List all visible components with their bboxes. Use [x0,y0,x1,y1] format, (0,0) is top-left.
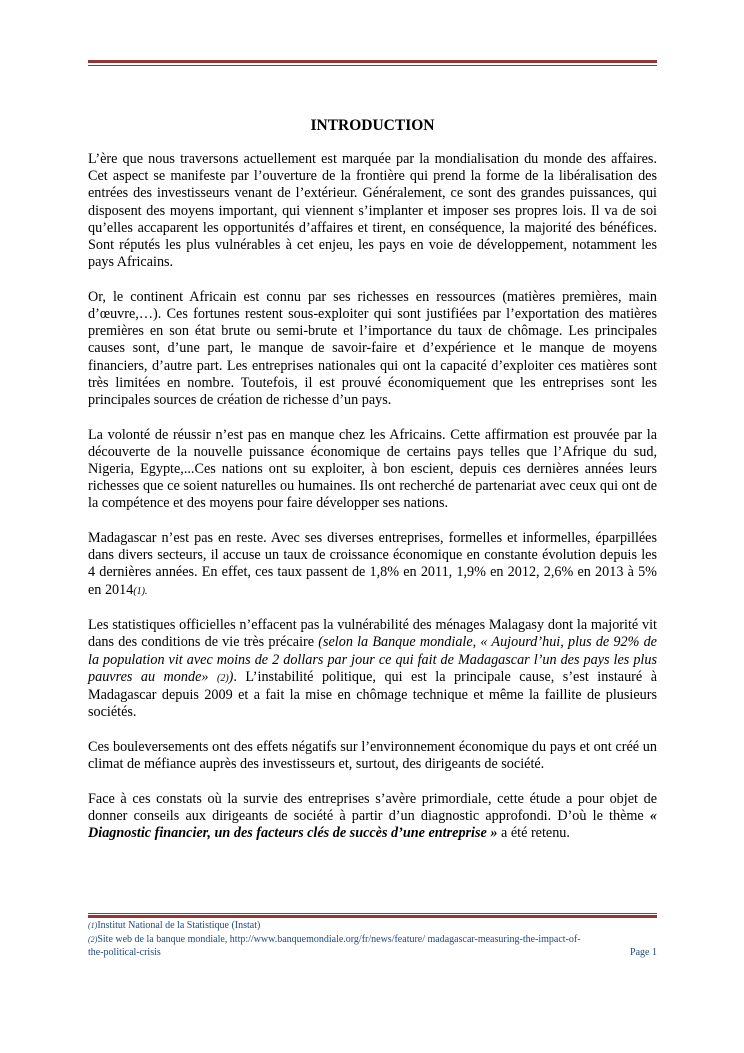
footer-rule-thick [88,915,657,918]
footnote-1 [88,919,657,933]
footnote-1-marker: (1) [88,921,98,930]
paragraph-7 [88,791,657,843]
page-title: INTRODUCTION [310,117,435,134]
document-body [88,151,657,860]
page-number: Page 1 [630,947,657,958]
paragraph-4-text: Madagascar n’est pas en reste. Avec ses diverses entreprises, formelles et informelles, éparpillées dans divers secteurs, il accuse un taux de croissance économique en constante évolution depuis les 4 dernières années. En effet, ces taux passent de 1,8% en 2011, 1,9% en 2012, 2,6% en 2013 à 5% en 2014 [88,530,657,598]
header-rule-thin [88,65,657,66]
footnote-2-marker: (2) [88,934,98,944]
header-rule [88,60,657,66]
footnote-ref-1: (1). [133,585,148,597]
paragraph-5-rest: . L’instabilité politique, qui est la principale cause, s’est instauré à Madagascar depuis 2009 et a fait la mise en chômage technique et même la faillite de plusieurs sociétés. [88,668,657,721]
paragraph-7-end: a été retenu. [497,825,570,842]
study-theme: « Diagnostic financier, un des facteurs clés de succès d’une entreprise » [88,807,657,842]
footnote-2-text: Site web de la banque mondiale, http://www.banquemondiale.org/fr/news/feature/ madagascar-measuring-the-impact-of- [97,933,581,945]
quote-close-paren: ) [228,668,234,685]
footnote-2 [88,933,657,947]
footer-rule-thin [88,913,657,914]
paragraph-4 [88,530,657,600]
paragraph-3: La volonté de réussir n’est pas en manque chez les Africains. Cette affirmation est prouvée par la découverte de la nouvelle puissance économique de certains pays telles que l’Afrique du sud, Nigeria, Egypte,...Ces nations ont su exploiter, à bon escient, depuis ces dernières années leurs richesses que ce soient naturelles ou humaines. Ils ont recherché de partenariat avec ceux qui ont de la compétence et des moyens pour faire développer ses nations. [88,426,657,512]
footnote-2-continuation: the-political-crisis [88,947,161,958]
footer-rule [88,913,657,918]
paragraph-6: Ces bouleversements ont des effets négatifs sur l’environnement économique du pays et ont créé un climat de méfiance auprès des investisseurs et, surtout, des dirigeants de société. [88,738,657,773]
paragraph-2: Or, le continent Africain est connu par ses richesses en ressources (matières premières, main d’œuvre,…). Ces fortunes restent sous-exploiter qui sont justifiées par l’exportation des matières premières en son état brute ou semi-brute et l’importance du taux de chômage. Les principales causes sont, d’une part, le manque de savoir-faire et d’expérience et le manque de moyens financiers, d’autre part. Les entreprises nationales qui ont la capacité d’exploiter ces matières sont très limitées en nombre. Toutefois, il est prouvé économiquement que les entreprises sont les principales sources de création de richesse d’un pays. [88,288,657,409]
footer [88,919,657,960]
footnote-ref-2: (2) [216,672,229,684]
paragraph-7-text: Face à ces constats où la survie des entreprises s’avère primordiale, cette étude a pour objet de donner conseils aux dirigeants de société à partir d’un diagnostic approfondi. D’où le thème [88,790,657,824]
paragraph-5 [88,617,657,721]
footnote-1-text: Institut National de la Statistique (Instat) [97,920,261,931]
header-rule-thick [88,60,657,63]
footer-last-line [88,946,657,960]
world-bank-quote: (selon la Banque mondiale, « Aujourd’hui, plus de 92% de la population vit avec moins de 2 dollars par jour ce qui fait de Madagascar l’un des pays les plus pauvres au monde» [88,634,657,685]
paragraph-1: L’ère que nous traversons actuellement est marquée par la mondialisation du monde des affaires. Cet aspect se manifeste par l’ouverture de la frontière qui prend la forme de la libéralisation des entrées des investisseurs venant de l’extérieur. Généralement, ce sont des grandes puissances, qui disposent des moyens important, qui viennent s’implanter et imposer ses propres lois. Il va de soi qu’elles accaparent les opportunités d’affaires et tirent, en conséquence, la majorité des bénéfices. Sont réputés les plus vulnérables à cet enjeu, les pays en voie de développement, notamment les pays Africains. [88,151,657,271]
paragraph-5-text: Les statistiques officielles n’effacent pas la vulnérabilité des ménages Malagasy dont la majorité vit dans des conditions de vie très précaire [88,617,657,651]
